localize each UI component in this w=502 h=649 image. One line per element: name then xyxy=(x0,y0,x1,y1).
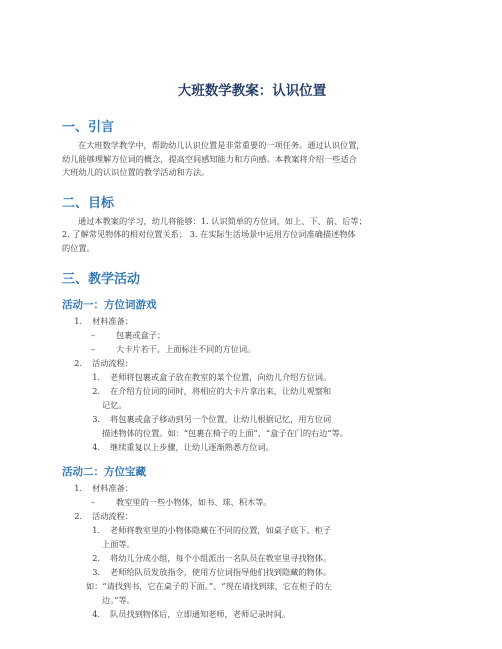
step-item xyxy=(62,384,442,412)
list-number: 1. xyxy=(74,482,82,493)
step-text-cont: 描述物体的位置。如：“包裹在椅子的上面”、“盒子在门的右边”等。 xyxy=(102,427,348,438)
activity-1-list xyxy=(62,314,442,454)
step-item xyxy=(62,523,442,551)
goal-line: 通过本教案的学习，幼儿将能够：1. 认识简单的方位词，如上、下、前、后等； xyxy=(78,215,367,226)
step-text: 在介绍方位词的同时，将相应的大卡片拿出来，让幼儿观察和 xyxy=(110,385,332,396)
heading-goal: 二、目标 xyxy=(62,195,115,211)
step-text: 队员找到物体后，立即通知老师，老师记录时间。 xyxy=(110,608,291,619)
step-text: 老师将教室里的小物体隐藏在不同的位置，如桌子底下、柜子 xyxy=(110,524,332,535)
list-number: 2. xyxy=(74,357,82,368)
dash-marker: – xyxy=(90,329,96,340)
step-text-cont: 上面等。 xyxy=(102,538,135,549)
list-label: 活动流程： xyxy=(92,510,133,521)
list-label: 材料准备： xyxy=(92,315,133,326)
step-item xyxy=(62,440,442,454)
step-item xyxy=(62,370,442,384)
intro-paragraph xyxy=(62,139,442,180)
step-text-cont: 如：“请找到书，它在桌子的下面。”、“现在请找到球，它在柜子的左 xyxy=(86,580,332,591)
list-label: 材料准备： xyxy=(92,482,133,493)
heading-intro: 一、引言 xyxy=(62,120,115,135)
step-text: 将幼儿分成小组，每个小组派出一名队员在教室里寻找物体。 xyxy=(110,552,332,563)
step-number: 1. xyxy=(92,371,100,382)
step-text-cont: 记忆。 xyxy=(102,399,127,410)
step-number: 2. xyxy=(92,385,100,396)
step-item xyxy=(62,607,442,621)
step-text: 老师给队员发放指令，使用方位词指导他们找到隐藏的物体。 xyxy=(110,566,332,577)
intro-line: 大班幼儿的认识位置的教学活动和方法。 xyxy=(62,167,210,178)
step-item xyxy=(62,565,442,607)
intro-line: 在大班数学教学中，帮助幼儿认识位置是非常重要的一项任务。通过认识位置， xyxy=(78,140,365,150)
intro-line: 幼儿能够理解方位词的概念，提高空间感知能力和方向感。本教案将介绍一些适合 xyxy=(62,153,357,164)
step-number: 3. xyxy=(92,413,100,424)
step-text: 将包裹或盒子移动到另一个位置，让幼儿根据记忆，用方位词 xyxy=(110,413,332,424)
bullet-item xyxy=(62,495,442,509)
list-number: 2. xyxy=(74,510,82,521)
activity-2-list xyxy=(62,481,442,621)
step-item xyxy=(62,551,442,565)
step-item xyxy=(62,412,442,440)
list-item xyxy=(62,509,442,523)
list-item xyxy=(62,314,442,328)
dash-marker: – xyxy=(90,496,96,507)
step-number: 1. xyxy=(92,524,100,535)
bullet-text: 教室里的一些小物体，如书、球、积木等。 xyxy=(116,496,272,507)
bullet-text: 包裹或盒子； xyxy=(116,329,166,340)
list-item xyxy=(62,481,442,495)
bullet-item xyxy=(62,342,442,356)
activity-2-title: 活动二：方位宝藏 xyxy=(62,465,146,478)
step-text: 继续重复以上步骤，让幼儿逐渐熟悉方位词。 xyxy=(110,441,274,452)
goal-line: 的位置。 xyxy=(62,242,95,253)
doc-title: 大班数学教案：认识位置 xyxy=(177,83,327,99)
list-label: 活动流程： xyxy=(92,357,133,368)
bullet-item xyxy=(62,328,442,342)
bullet-text: 大卡片若干，上面标注不同的方位词。 xyxy=(116,343,256,354)
dash-marker: – xyxy=(90,343,96,354)
step-number: 4. xyxy=(92,441,100,452)
activity-1-title: 活动一：方位词游戏 xyxy=(62,298,157,311)
heading-activity: 三、教学活动 xyxy=(62,271,141,287)
step-number: 4. xyxy=(92,608,100,619)
list-item xyxy=(62,356,442,370)
goal-line: 2. 了解常见物体的相对位置关系； 3. 在实际生活场景中运用方位词准确描述物体 xyxy=(62,229,356,240)
step-number: 3. xyxy=(92,566,100,577)
step-number: 2. xyxy=(92,552,100,563)
goal-paragraph xyxy=(62,215,442,256)
step-text: 老师将包裹或盒子放在教室的某个位置，向幼儿介绍方位词。 xyxy=(110,371,332,382)
step-text-cont: 边。”等。 xyxy=(102,594,135,605)
list-number: 1. xyxy=(74,315,82,326)
